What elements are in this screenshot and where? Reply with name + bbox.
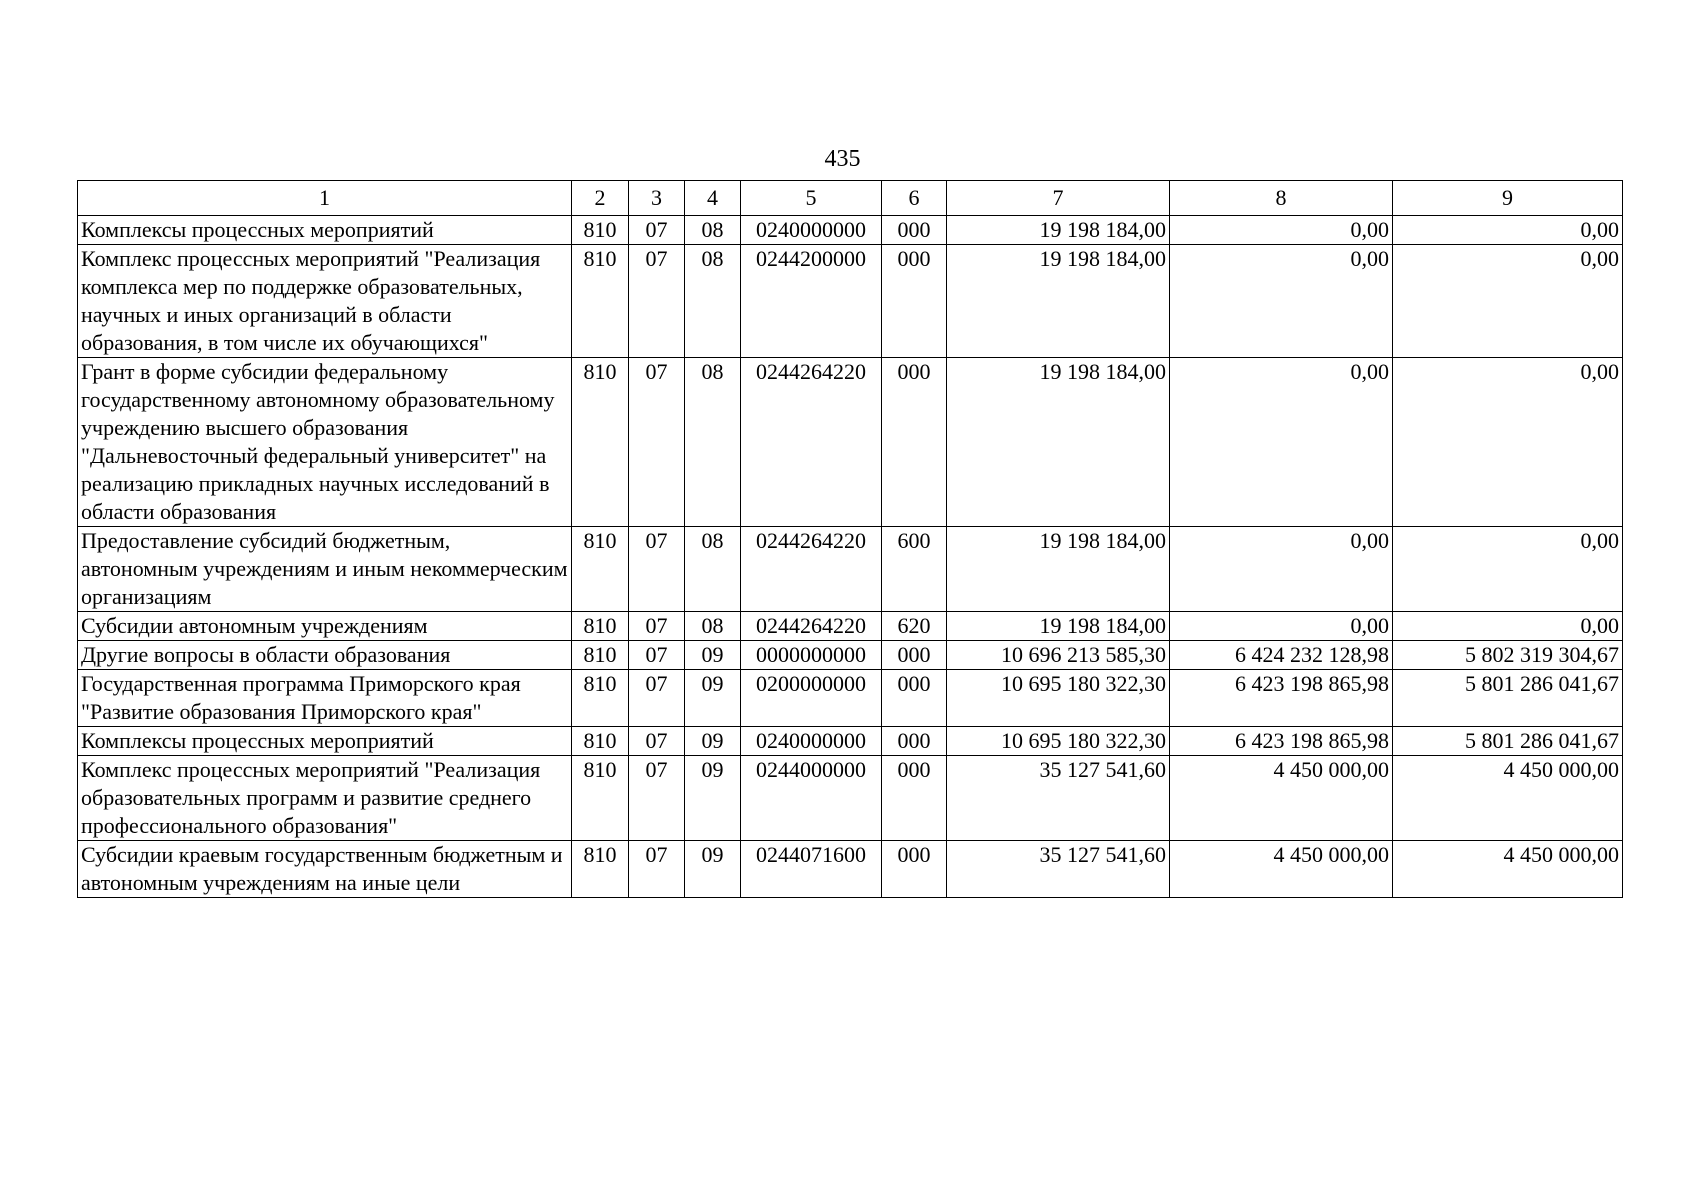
expense-type-cell: 000: [882, 216, 947, 245]
column-header: 4: [685, 181, 741, 216]
amount-year2-cell: 4 450 000,00: [1170, 841, 1393, 898]
amount-year3-cell: 4 450 000,00: [1393, 756, 1623, 841]
table-header: [78, 181, 1623, 216]
table-row: [78, 612, 1623, 641]
amount-year2-cell: 0,00: [1170, 245, 1393, 358]
page-number: 435: [824, 146, 861, 172]
amount-year2-cell: 4 450 000,00: [1170, 756, 1393, 841]
amount-year3-cell: 0,00: [1393, 358, 1623, 527]
subsection-code-cell: 08: [685, 527, 741, 612]
amount-year1-cell: 10 695 180 322,30: [947, 727, 1170, 756]
item-name-cell: Комплекс процессных мероприятий "Реализация образовательных программ и развитие среднего профессионального образования": [78, 756, 572, 841]
table-row: [78, 670, 1623, 727]
section-code-cell: 07: [629, 641, 685, 670]
table-row: [78, 527, 1623, 612]
column-header: 7: [947, 181, 1170, 216]
amount-year3-cell: 5 801 286 041,67: [1393, 670, 1623, 727]
table-row: [78, 245, 1623, 358]
budget-table: [77, 180, 1623, 898]
amount-year1-cell: 19 198 184,00: [947, 527, 1170, 612]
section-code-cell: 07: [629, 841, 685, 898]
subsection-code-cell: 09: [685, 841, 741, 898]
amount-year3-cell: 0,00: [1393, 527, 1623, 612]
column-header: 1: [78, 181, 572, 216]
expense-type-cell: 000: [882, 245, 947, 358]
amount-year1-cell: 19 198 184,00: [947, 245, 1170, 358]
target-article-cell: 0240000000: [741, 727, 882, 756]
section-code-cell: 07: [629, 216, 685, 245]
amount-year2-cell: 0,00: [1170, 358, 1393, 527]
amount-year3-cell: 5 802 319 304,67: [1393, 641, 1623, 670]
amount-year1-cell: 10 696 213 585,30: [947, 641, 1170, 670]
expense-type-cell: 000: [882, 358, 947, 527]
table-row: [78, 727, 1623, 756]
amount-year2-cell: 0,00: [1170, 527, 1393, 612]
item-name-cell: Комплексы процессных мероприятий: [78, 727, 572, 756]
section-code-cell: 07: [629, 756, 685, 841]
section-code-cell: 07: [629, 727, 685, 756]
section-code-cell: 07: [629, 527, 685, 612]
amount-year3-cell: 0,00: [1393, 216, 1623, 245]
item-name-cell: Субсидии автономным учреждениям: [78, 612, 572, 641]
ministry-code-cell: 810: [572, 727, 629, 756]
item-name-cell: Комплексы процессных мероприятий: [78, 216, 572, 245]
item-name-cell: Предоставление субсидий бюджетным, автономным учреждениям и иным некоммерческим организациям: [78, 527, 572, 612]
subsection-code-cell: 09: [685, 727, 741, 756]
table-row: [78, 216, 1623, 245]
column-header: 3: [629, 181, 685, 216]
target-article-cell: 0244264220: [741, 612, 882, 641]
header-row: [78, 181, 1623, 216]
item-name-cell: Грант в форме субсидии федеральному государственному автономному образовательному учреждению высшего образования "Дальневосточный федеральный университет" на реализацию прикладных научных исследований в области образования: [78, 358, 572, 527]
amount-year1-cell: 35 127 541,60: [947, 756, 1170, 841]
amount-year3-cell: 0,00: [1393, 612, 1623, 641]
amount-year1-cell: 19 198 184,00: [947, 612, 1170, 641]
subsection-code-cell: 08: [685, 358, 741, 527]
table-row: [78, 641, 1623, 670]
target-article-cell: 0000000000: [741, 641, 882, 670]
table-body: [78, 216, 1623, 898]
expense-type-cell: 620: [882, 612, 947, 641]
expense-type-cell: 000: [882, 641, 947, 670]
amount-year1-cell: 10 695 180 322,30: [947, 670, 1170, 727]
subsection-code-cell: 09: [685, 756, 741, 841]
item-name-cell: Государственная программа Приморского края "Развитие образования Приморского края": [78, 670, 572, 727]
item-name-cell: Комплекс процессных мероприятий "Реализация комплекса мер по поддержке образовательных, научных и иных организаций в области образования, в том числе их обучающихся": [78, 245, 572, 358]
target-article-cell: 0244264220: [741, 358, 882, 527]
item-name-cell: Субсидии краевым государственным бюджетным и автономным учреждениям на иные цели: [78, 841, 572, 898]
item-name-cell: Другие вопросы в области образования: [78, 641, 572, 670]
subsection-code-cell: 08: [685, 612, 741, 641]
amount-year1-cell: 19 198 184,00: [947, 358, 1170, 527]
ministry-code-cell: 810: [572, 670, 629, 727]
column-header: 8: [1170, 181, 1393, 216]
subsection-code-cell: 08: [685, 216, 741, 245]
amount-year3-cell: 4 450 000,00: [1393, 841, 1623, 898]
section-code-cell: 07: [629, 670, 685, 727]
section-code-cell: 07: [629, 612, 685, 641]
ministry-code-cell: 810: [572, 358, 629, 527]
ministry-code-cell: 810: [572, 612, 629, 641]
amount-year2-cell: 0,00: [1170, 216, 1393, 245]
ministry-code-cell: 810: [572, 216, 629, 245]
amount-year1-cell: 35 127 541,60: [947, 841, 1170, 898]
ministry-code-cell: 810: [572, 841, 629, 898]
target-article-cell: 0244071600: [741, 841, 882, 898]
section-code-cell: 07: [629, 358, 685, 527]
subsection-code-cell: 09: [685, 670, 741, 727]
target-article-cell: 0200000000: [741, 670, 882, 727]
column-header: 9: [1393, 181, 1623, 216]
target-article-cell: 0240000000: [741, 216, 882, 245]
expense-type-cell: 600: [882, 527, 947, 612]
ministry-code-cell: 810: [572, 641, 629, 670]
subsection-code-cell: 08: [685, 245, 741, 358]
amount-year2-cell: 0,00: [1170, 612, 1393, 641]
expense-type-cell: 000: [882, 756, 947, 841]
ministry-code-cell: 810: [572, 756, 629, 841]
expense-type-cell: 000: [882, 727, 947, 756]
column-header: 5: [741, 181, 882, 216]
target-article-cell: 0244264220: [741, 527, 882, 612]
amount-year1-cell: 19 198 184,00: [947, 216, 1170, 245]
table-row: [78, 841, 1623, 898]
table-row: [78, 756, 1623, 841]
column-header: 6: [882, 181, 947, 216]
column-header: 2: [572, 181, 629, 216]
section-code-cell: 07: [629, 245, 685, 358]
amount-year2-cell: 6 423 198 865,98: [1170, 727, 1393, 756]
amount-year2-cell: 6 424 232 128,98: [1170, 641, 1393, 670]
table-row: [78, 358, 1623, 527]
expense-type-cell: 000: [882, 670, 947, 727]
target-article-cell: 0244200000: [741, 245, 882, 358]
amount-year3-cell: 5 801 286 041,67: [1393, 727, 1623, 756]
subsection-code-cell: 09: [685, 641, 741, 670]
ministry-code-cell: 810: [572, 245, 629, 358]
ministry-code-cell: 810: [572, 527, 629, 612]
target-article-cell: 0244000000: [741, 756, 882, 841]
amount-year2-cell: 6 423 198 865,98: [1170, 670, 1393, 727]
amount-year3-cell: 0,00: [1393, 245, 1623, 358]
expense-type-cell: 000: [882, 841, 947, 898]
